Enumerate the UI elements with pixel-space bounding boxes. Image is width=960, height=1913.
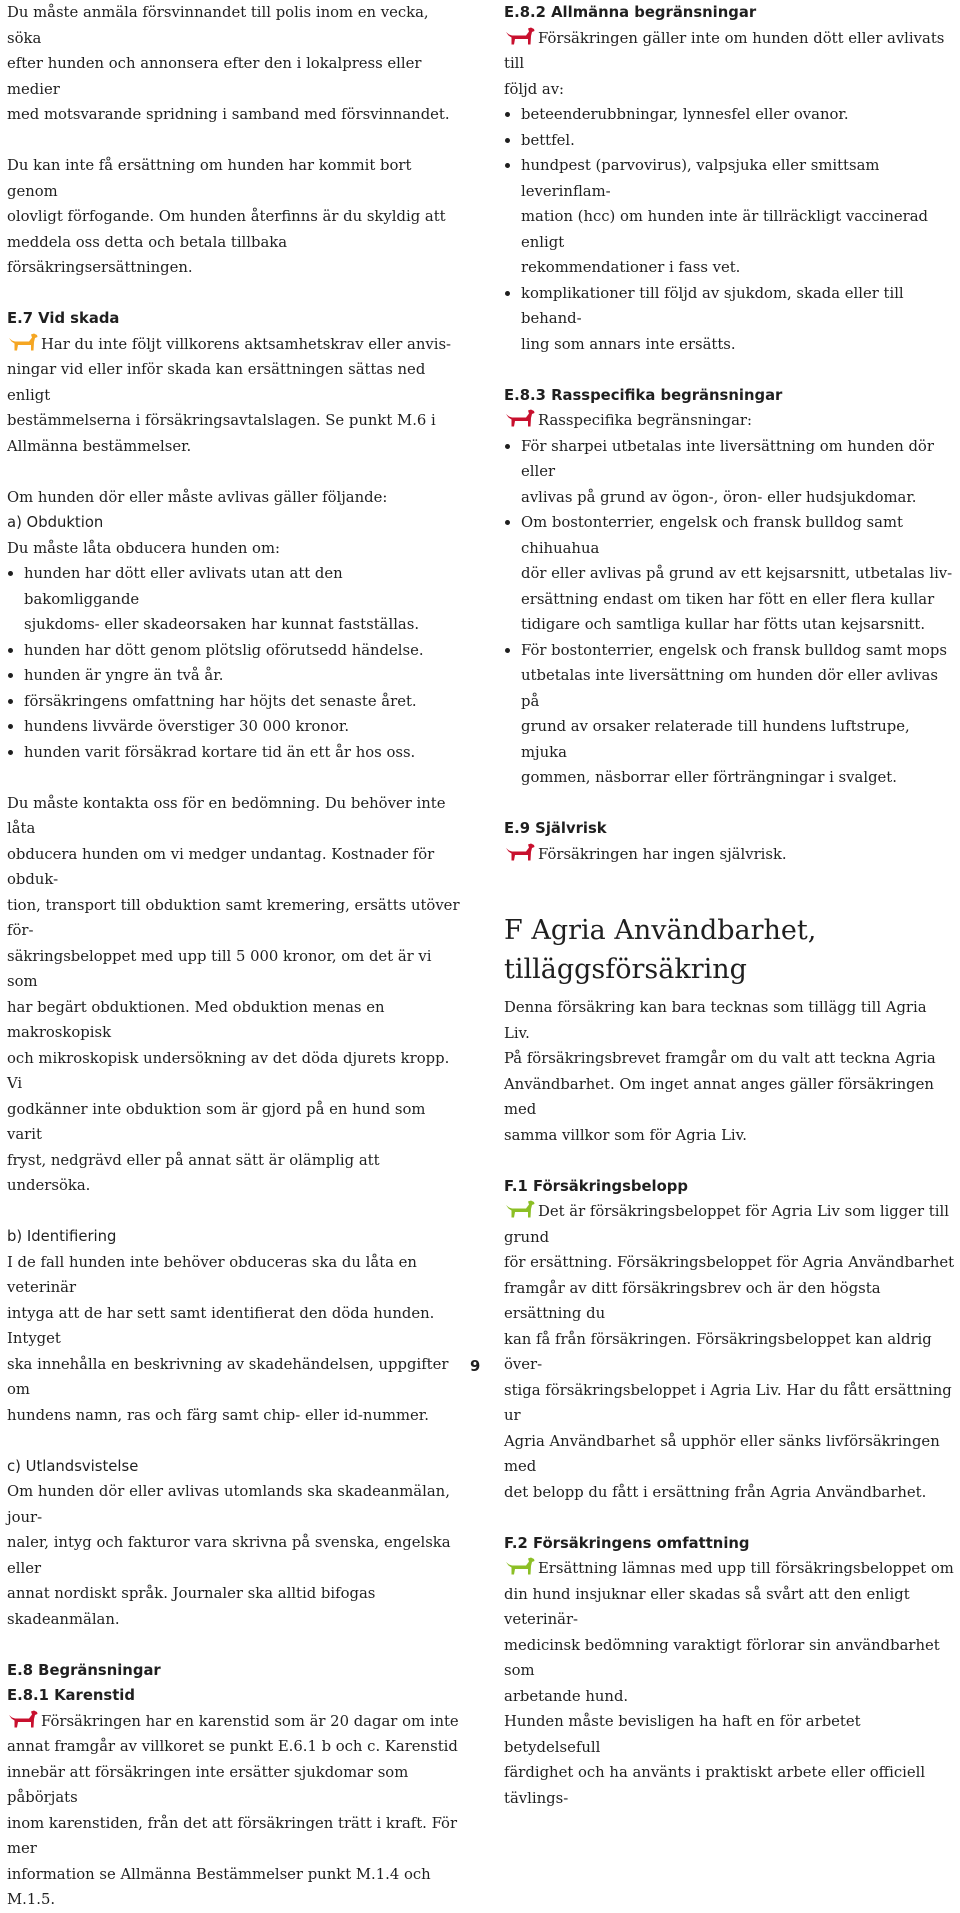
dog-icon xyxy=(7,1709,39,1729)
dog-icon xyxy=(7,332,39,352)
heading-f1: F.1 Försäkringsbelopp xyxy=(504,1177,688,1195)
dog-icon xyxy=(504,26,536,46)
heading-b-identifiering: b) Identifiering xyxy=(7,1228,117,1245)
list-item: hunden har dött eller avlivats utan att den bakomliggande sjukdoms- eller skadeorsaken har kunnat fastställas. xyxy=(7,561,462,638)
dog-icon xyxy=(504,1556,536,1576)
list-item: hunden är yngre än två år. xyxy=(7,663,462,689)
list-item: hundpest (parvovirus), valpsjuka eller smittsam leverinflam- mation (hcc) om hunden inte är tillräckligt vaccinerad enligt rekommendationer i fass vet. xyxy=(504,153,956,281)
paragraph-e7: Har du inte följt villkorens aktsamhetskrav eller anvis- ningar vid eller inför skada kan ersättningen sättas ned enligt bestämmelserna i försäkringsavtalslagen. Se punkt M.6 i Allmänna bestämmelser. xyxy=(7,332,462,460)
heading-e83: E.8.3 Rasspecifika begränsningar xyxy=(504,386,783,404)
list-allmanna-begransningar xyxy=(504,102,956,357)
list-item: För sharpei utbetalas inte liversättning om hunden dör eller avlivas på grund av ögon-, öron- eller hudsjukdomar. xyxy=(504,434,956,511)
dog-icon xyxy=(504,1199,536,1219)
list-item: försäkringens omfattning har höjts det senaste året. xyxy=(7,689,462,715)
paragraph-e83-intro: Rasspecifika begränsningar: xyxy=(504,408,956,434)
list-item: hunden varit försäkrad kortare tid än ett år hos oss. xyxy=(7,740,462,766)
list-item: För bostonterrier, engelsk och fransk bulldog samt mops utbetalas inte liversättning om hunden dör eller avlivas på grund av orsaker relaterade till hundens luftstrupe, mjuka gommen, näsborrar eller förträngningar i svalget. xyxy=(504,638,956,791)
heading-e7: E.7 Vid skada xyxy=(7,310,120,327)
paragraph-f2: Ersättning lämnas med upp till försäkringsbeloppet om din hund insjuknar eller skadas så svårt att den enligt veterinär- medicinsk bedömning varaktigt förlorar sin användbarhet som arbetande hund. xyxy=(504,1556,956,1709)
paragraph-f-intro: Denna försäkring kan bara tecknas som tillägg till Agria Liv. På försäkringsbrevet framgår om du valt att teckna Agria Användbarhet. Om inget annat anges gäller försäkringen med samma villkor som för Agria Liv. xyxy=(504,999,936,1144)
paragraph-f2-continued: Hunden måste bevisligen ha haft en för arbetet betydelsefull färdighet och ha använts i praktiskt arbete eller officiell tävlings- xyxy=(504,1713,926,1807)
list-rasspecifika xyxy=(504,434,956,791)
heading-c-utlandsvistelse: c) Utlandsvistelse xyxy=(7,1457,139,1475)
list-item: hundens livvärde överstiger 30 000 kronor. xyxy=(7,714,462,740)
paragraph-sjalvrisk: Försäkringen har ingen självrisk. xyxy=(504,842,956,868)
list-item: beteenderubbningar, lynnesfel eller ovanor. xyxy=(504,102,956,128)
list-item: hunden har dött genom plötslig oförutsedd händelse. xyxy=(7,638,462,664)
list-item: Om bostonterrier, engelsk och fransk bulldog samt chihuahua dör eller avlivas på grund av ett kejsarsnitt, utbetalas liv- ersättning endast om tiken har fött en eller flera kullar tidigare och samtliga kullar har fötts utan kejsarsnitt. xyxy=(504,510,956,638)
dog-icon xyxy=(504,842,536,862)
paragraph-f1: Det är försäkringsbeloppet för Agria Liv som ligger till grund för ersättning. Försäkringsbeloppet för Agria Användbarhet framgår av ditt försäkringsbrev och är den högsta ersättning du kan få från försäkringen. Försäkringsbeloppet kan aldrig över- stiga försäkringsbeloppet i Agria Liv. Har du fått ersättning ur Agria Användbarhet så upphör eller sänks livförsäkringen med det belopp du fått i ersättning från Agria Användbarhet. xyxy=(504,1199,956,1505)
page-number: 9 xyxy=(470,1358,481,1375)
heading-f2: F.2 Försäkringens omfattning xyxy=(504,1534,750,1552)
list-item: komplikationer till följd av sjukdom, skada eller till behand- ling som annars inte ersätts. xyxy=(504,281,956,358)
left-column xyxy=(7,0,462,1913)
paragraph-death-intro: Om hunden dör eller måste avlivas gäller följande: xyxy=(7,488,388,506)
paragraph-karenstid: Försäkringen har en karenstid som är 20 dagar om inte annat framgår av villkoret se punkt E.6.1 b och c. Karenstid innebär att försäkringen inte ersätter sjukdomar som påbörjats inom karenstiden, från det att försäkringen trätt i kraft. För mer information se Allmänna Bestämmelser punkt M.1.4 och M.1.5. xyxy=(7,1709,462,1913)
paragraph-e82-intro: Försäkringen gäller inte om hunden dött eller avlivats till följd av: xyxy=(504,26,956,103)
heading-e9: E.9 Självrisk xyxy=(504,820,607,837)
heading-e8: E.8 Begränsningar xyxy=(7,1661,161,1679)
paragraph-identifiering: I de fall hunden inte behöver obduceras ska du låta en veterinär intyga att de har sett samt identifierat den döda hunden. Intyget ska innehålla en beskrivning av skadehändelsen, uppgifter om hundens namn, ras och färg samt chip- eller id-nummer. xyxy=(7,1253,449,1424)
paragraph-obduktion-details: Du måste kontakta oss för en bedömning. Du behöver inte låta obducera hunden om vi medger undantag. Kostnader för obduk- tion, transport till obduktion samt kremering, ersätts utöver för- säkringsbeloppet med upp till 5 000 kronor, om det är vi som har begärt obduktionen. Med obduktion menas en makroskopisk och mikroskopisk undersökning av det döda djurets kropp. Vi godkänner inte obduktion som är gjord på en hund som varit fryst, nedgrävd eller på annat sätt är olämplig att undersöka. xyxy=(7,794,460,1194)
heading-f-agria: F Agria Användbarhet, tilläggsförsäkring xyxy=(504,915,817,985)
right-column xyxy=(504,0,956,1811)
paragraph-a-intro: Du måste låta obducera hunden om: xyxy=(7,539,280,557)
paragraph-utlandsvistelse: Om hunden dör eller avlivas utomlands ska skadeanmälan, jour- naler, intyg och fakturor vara skrivna på svenska, engelska eller annat nordiskt språk. Journaler ska alltid bifogas skadeanmälan. xyxy=(7,1483,451,1628)
paragraph-lost-dog-report: Du måste anmäla försvinnandet till polis inom en vecka, söka efter hunden och annonsera efter den i lokalpress eller medier med motsvarande spridning i samband med försvinnandet. xyxy=(7,4,450,123)
heading-a-obduktion: a) Obduktion xyxy=(7,514,104,531)
list-item: bettfel. xyxy=(504,128,956,154)
list-obduktion xyxy=(7,561,462,765)
heading-e82: E.8.2 Allmänna begränsningar xyxy=(504,4,757,21)
heading-e81: E.8.1 Karenstid xyxy=(7,1687,135,1704)
paragraph-lost-dog-compensation: Du kan inte få ersättning om hunden har kommit bort genom olovligt förfogande. Om hunden återfinns är du skyldig att meddela oss detta och betala tillbaka försäkringsersättningen. xyxy=(7,157,446,276)
dog-icon xyxy=(504,408,536,428)
